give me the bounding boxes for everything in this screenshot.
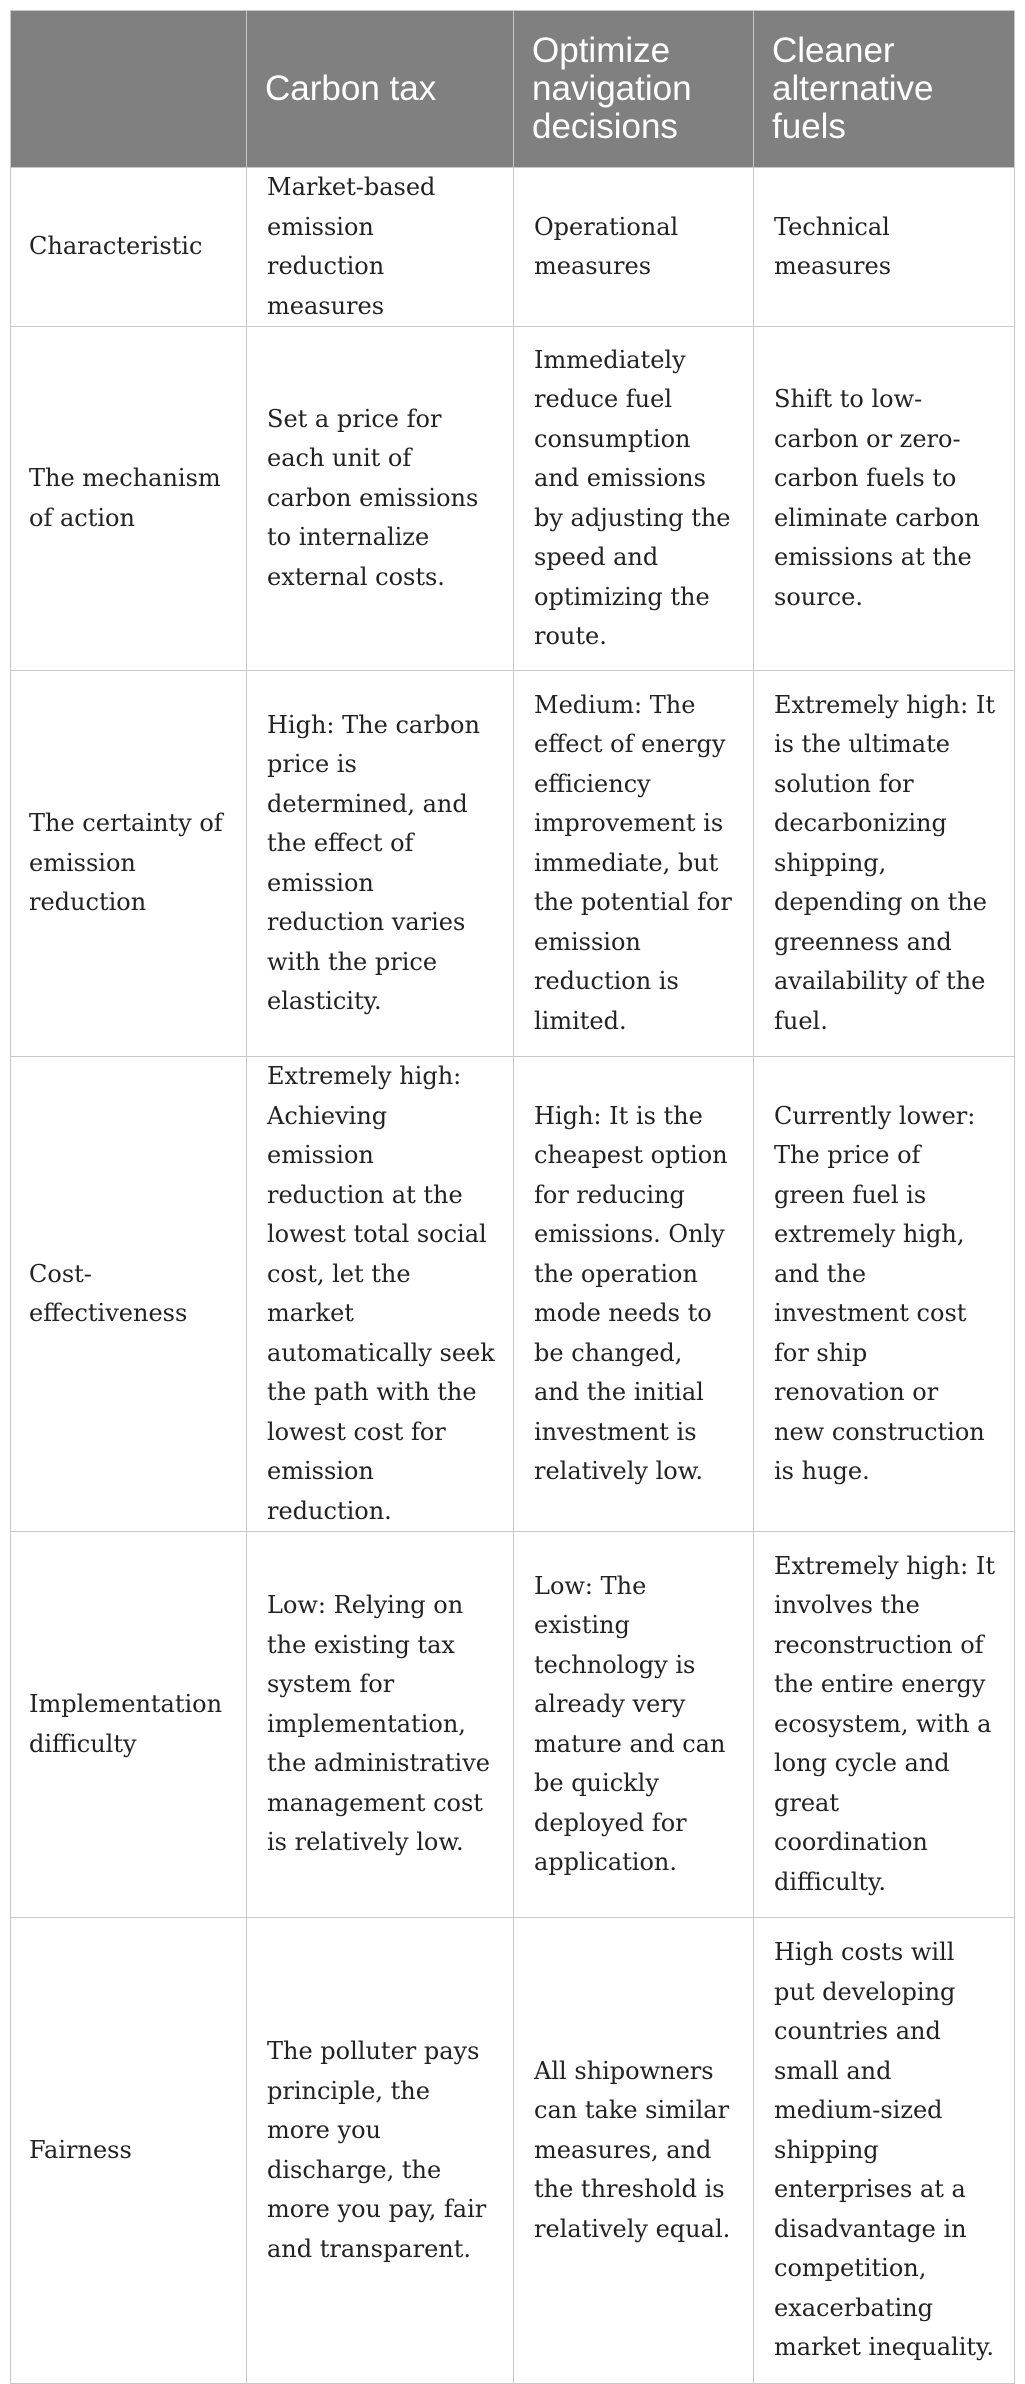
table-cell: High: It is the cheapest option for reducing emissions. Only the operation mode needs to be changed, and the initial investment is relatively low. — [514, 1057, 754, 1532]
table-cell: Extremely high: It involves the reconstruction of the entire energy ecosystem, with a long cycle and great coordination difficulty. — [754, 1532, 1015, 1918]
table-row — [11, 168, 1015, 327]
table-cell: Low: The existing technology is already very mature and can be quickly deployed for application. — [514, 1532, 754, 1918]
table-cell: Technical measures — [754, 168, 1015, 327]
row-label: The certainty of emission reduction — [11, 671, 247, 1057]
table-cell: Operational measures — [514, 168, 754, 327]
table-cell: High: The carbon price is determined, and the effect of emission reduction varies with the price elasticity. — [247, 671, 514, 1057]
table-header — [11, 11, 1015, 168]
header-cell-empty — [11, 11, 247, 168]
table-cell: Extremely high: It is the ultimate solution for decarbonizing shipping, depending on the greenness and availability of the fuel. — [754, 671, 1015, 1057]
header-cell-cleaner-fuels: Cleaner alternative fuels — [754, 11, 1015, 168]
table-row — [11, 327, 1015, 671]
table-cell: Immediately reduce fuel consumption and emissions by adjusting the speed and optimizing the route. — [514, 327, 754, 671]
table-cell: Shift to low-carbon or zero-carbon fuels to eliminate carbon emissions at the source. — [754, 327, 1015, 671]
comparison-table — [10, 10, 1015, 2384]
table-cell: Set a price for each unit of carbon emissions to internalize external costs. — [247, 327, 514, 671]
row-label: Implementation difficulty — [11, 1532, 247, 1918]
table-cell: Extremely high: Achieving emission reduction at the lowest total social cost, let the market automatically seek the path with the lowest cost for emission reduction. — [247, 1057, 514, 1532]
row-label: Characteristic — [11, 168, 247, 327]
table-cell: Medium: The effect of energy efficiency improvement is immediate, but the potential for emission reduction is limited. — [514, 671, 754, 1057]
row-label: Cost-effectiveness — [11, 1057, 247, 1532]
header-row — [11, 11, 1015, 168]
table-row — [11, 1057, 1015, 1532]
table-cell: Market-based emission reduction measures — [247, 168, 514, 327]
table-cell: Currently lower: The price of green fuel is extremely high, and the investment cost for ship renovation or new construction is huge. — [754, 1057, 1015, 1532]
table-cell: Low: Relying on the existing tax system for implementation, the administrative management cost is relatively low. — [247, 1532, 514, 1918]
table-row — [11, 1918, 1015, 2384]
row-label: The mechanism of action — [11, 327, 247, 671]
row-label: Fairness — [11, 1918, 247, 2384]
table-cell: High costs will put developing countries and small and medium-sized shipping enterprises at a disadvantage in competition, exacerbating market inequality. — [754, 1918, 1015, 2384]
table-cell: The polluter pays principle, the more you discharge, the more you pay, fair and transparent. — [247, 1918, 514, 2384]
table-row — [11, 1532, 1015, 1918]
table-cell: All shipowners can take similar measures, and the threshold is relatively equal. — [514, 1918, 754, 2384]
header-cell-optimize-navigation: Optimize navigation decisions — [514, 11, 754, 168]
table-body — [11, 168, 1015, 2384]
table-row — [11, 671, 1015, 1057]
header-cell-carbon-tax: Carbon tax — [247, 11, 514, 168]
